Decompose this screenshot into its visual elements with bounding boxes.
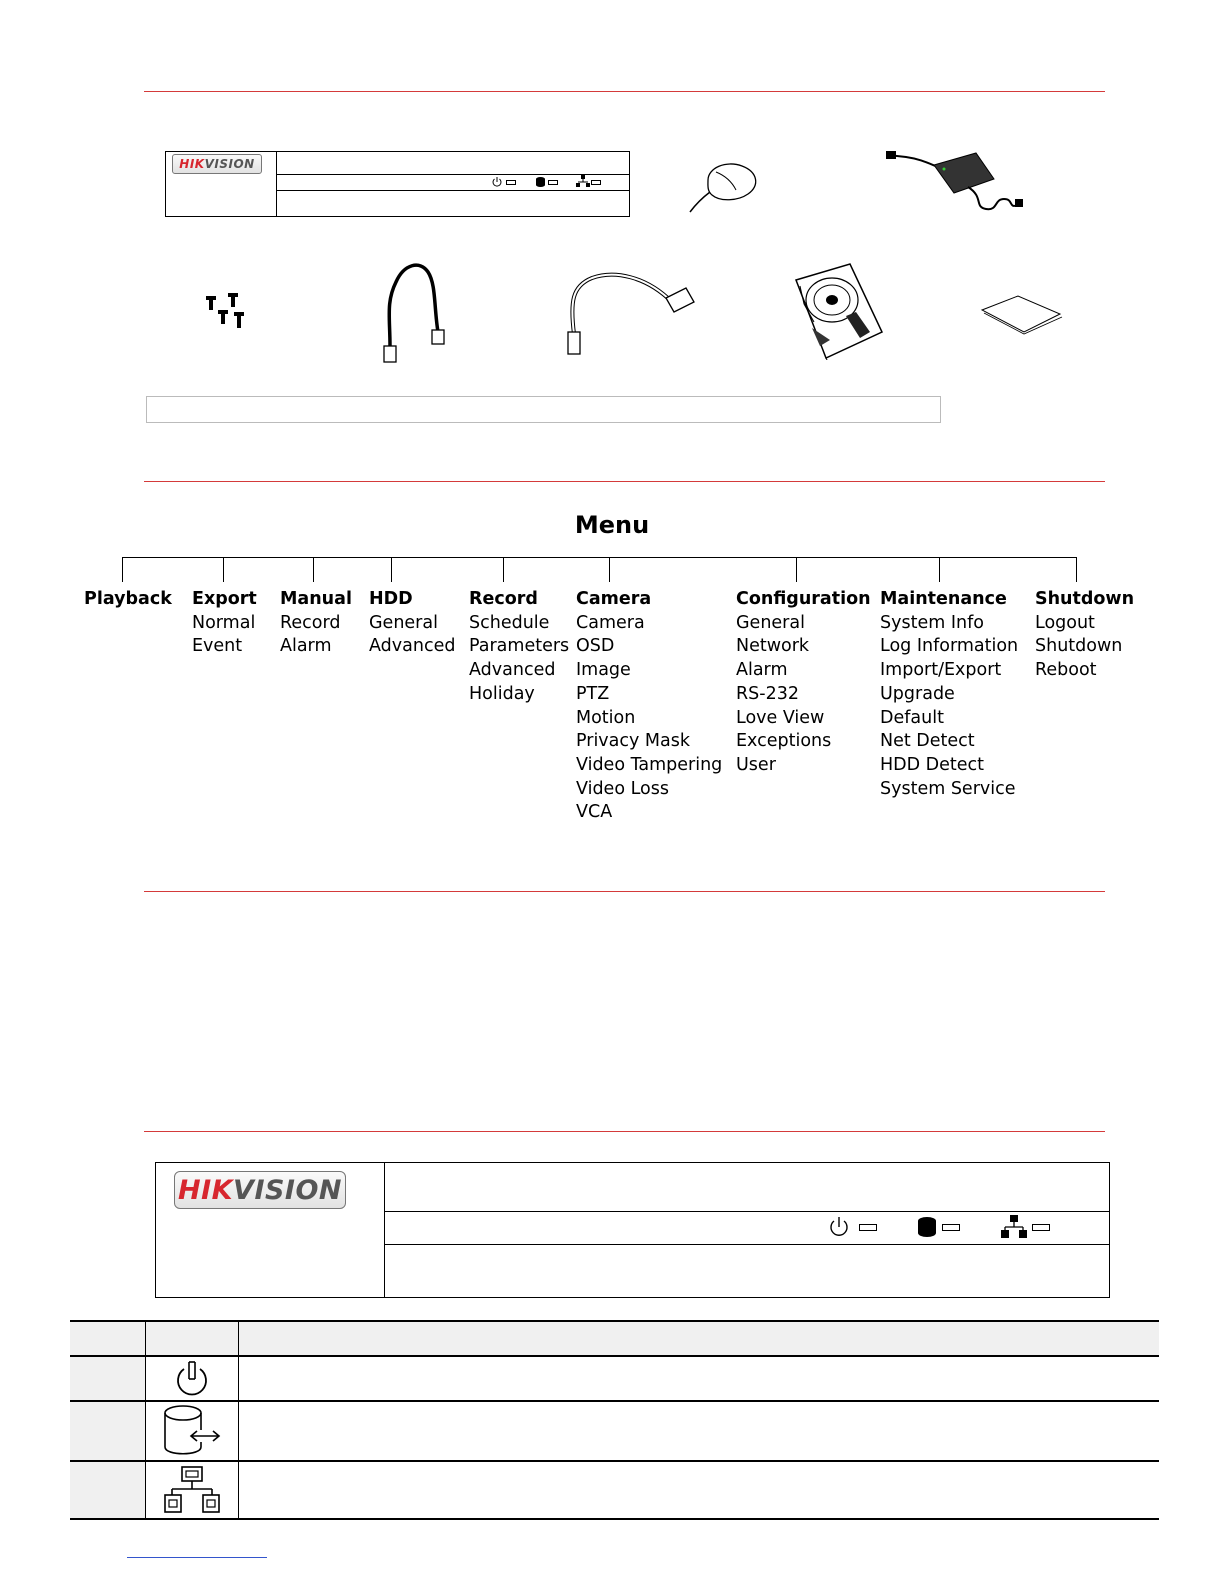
menu-heading: Shutdown: [1035, 589, 1135, 609]
footer-link-underline: [127, 1557, 267, 1558]
brand-logo-large: HIK VISION: [174, 1171, 346, 1209]
hard-disk-icon: [790, 262, 886, 360]
menu-item: Love View: [736, 707, 825, 728]
menu-item: General: [736, 612, 805, 633]
menu-tree-connector: [122, 557, 1077, 558]
menu-heading: Maintenance: [880, 589, 1007, 609]
power-led: [506, 180, 516, 185]
table-header-row: [70, 1321, 1159, 1356]
menu-tree-branch: [122, 557, 123, 582]
menu-item: OSD: [576, 636, 615, 657]
dvr-front-panel-small: [165, 151, 630, 217]
menu-item: User: [736, 754, 776, 775]
hdd-led: [548, 180, 558, 185]
menu-heading: Manual: [280, 589, 352, 609]
section-divider: [144, 1131, 1105, 1132]
menu-title: Menu: [574, 511, 650, 539]
menu-item: PTZ: [576, 683, 610, 704]
menu-item: Log Information: [880, 636, 1019, 657]
section-divider: [144, 481, 1105, 482]
section-divider: [144, 91, 1105, 92]
menu-heading: Export: [192, 589, 257, 609]
menu-item: VCA: [576, 802, 613, 823]
menu-item: General: [369, 612, 438, 633]
brand-logo: HIK VISION: [172, 154, 262, 174]
menu-item: Exceptions: [736, 731, 832, 752]
menu-item: System Info: [880, 612, 984, 633]
network-icon: [1001, 1215, 1027, 1239]
menu-item: System Service: [880, 778, 1016, 799]
menu-column: [280, 588, 352, 659]
hdd-icon: [917, 1216, 937, 1238]
menu-tree-branch: [503, 557, 504, 582]
menu-heading: Record: [469, 589, 538, 609]
caption-box: [146, 396, 941, 423]
menu-item: Shutdown: [1035, 636, 1123, 657]
power-icon: [172, 1359, 212, 1399]
menu-item: Record: [280, 612, 341, 633]
network-icon: [576, 175, 590, 188]
menu-tree-branch: [939, 557, 940, 582]
power-icon: [491, 176, 503, 188]
hdd-power-cable-icon: [562, 262, 702, 358]
menu-tree-branch: [796, 557, 797, 582]
menu-item: Reboot: [1035, 660, 1097, 681]
menu-tree-branch: [223, 557, 224, 582]
network-icon: [164, 1465, 220, 1515]
power-led: [859, 1224, 877, 1231]
menu-column: [736, 588, 871, 778]
menu-item: Logout: [1035, 612, 1095, 633]
menu-item: RS-232: [736, 683, 799, 704]
menu-item: Net Detect: [880, 731, 975, 752]
menu-tree-branch: [391, 557, 392, 582]
menu-tree-branch: [1076, 557, 1077, 582]
menu-heading: HDD: [369, 589, 413, 609]
section-divider: [144, 891, 1105, 892]
menu-item: Advanced: [369, 636, 456, 657]
sata-cable-icon: [378, 258, 450, 366]
menu-item: HDD Detect: [880, 754, 985, 775]
menu-column: [880, 588, 1018, 801]
menu-tree-branch: [609, 557, 610, 582]
menu-column: [192, 588, 257, 659]
menu-item: Video Tampering: [576, 754, 723, 775]
table-row: [70, 1461, 1159, 1519]
menu-item: Holiday: [469, 683, 535, 704]
table-header-cell: [146, 1321, 239, 1356]
menu-column: [1035, 588, 1134, 683]
menu-item: Upgrade: [880, 683, 955, 704]
document-icon: [978, 290, 1064, 336]
hdd-icon: [161, 1404, 223, 1458]
menu-item: Alarm: [736, 660, 788, 681]
menu-heading: Configuration: [736, 589, 871, 609]
menu-item: Network: [736, 636, 810, 657]
menu-column: [576, 588, 722, 825]
menu-item: Event: [192, 636, 243, 657]
table-row: [70, 1356, 1159, 1401]
screws-icon: [204, 292, 252, 332]
menu-item: Import/Export: [880, 660, 1002, 681]
power-adapter-icon: [884, 147, 1029, 217]
menu-column: [369, 588, 455, 659]
menu-item: Advanced: [469, 660, 556, 681]
menu-item: Parameters: [469, 636, 570, 657]
indicator-table: [70, 1320, 1159, 1520]
menu-item: Video Loss: [576, 778, 669, 799]
menu-column: [469, 588, 569, 707]
menu-column: [84, 588, 172, 612]
menu-item: Image: [576, 660, 631, 681]
table-row: [70, 1401, 1159, 1461]
menu-item: Default: [880, 707, 944, 728]
table-header-cell: [239, 1321, 1160, 1356]
mouse-icon: [686, 160, 762, 216]
hdd-icon: [535, 176, 546, 188]
menu-heading: Camera: [576, 589, 652, 609]
menu-item: Schedule: [469, 612, 550, 633]
menu-tree-branch: [313, 557, 314, 582]
hdd-led: [942, 1224, 960, 1231]
power-icon: [827, 1215, 851, 1239]
menu-item: Alarm: [280, 636, 332, 657]
menu-item: Privacy Mask: [576, 731, 690, 752]
table-header-cell: [70, 1321, 146, 1356]
dvr-front-panel: [155, 1162, 1110, 1298]
menu-item: Camera: [576, 612, 645, 633]
network-led: [591, 180, 601, 185]
menu-item: Motion: [576, 707, 636, 728]
menu-item: Normal: [192, 612, 256, 633]
network-led: [1032, 1224, 1050, 1231]
menu-heading: Playback: [84, 589, 172, 609]
